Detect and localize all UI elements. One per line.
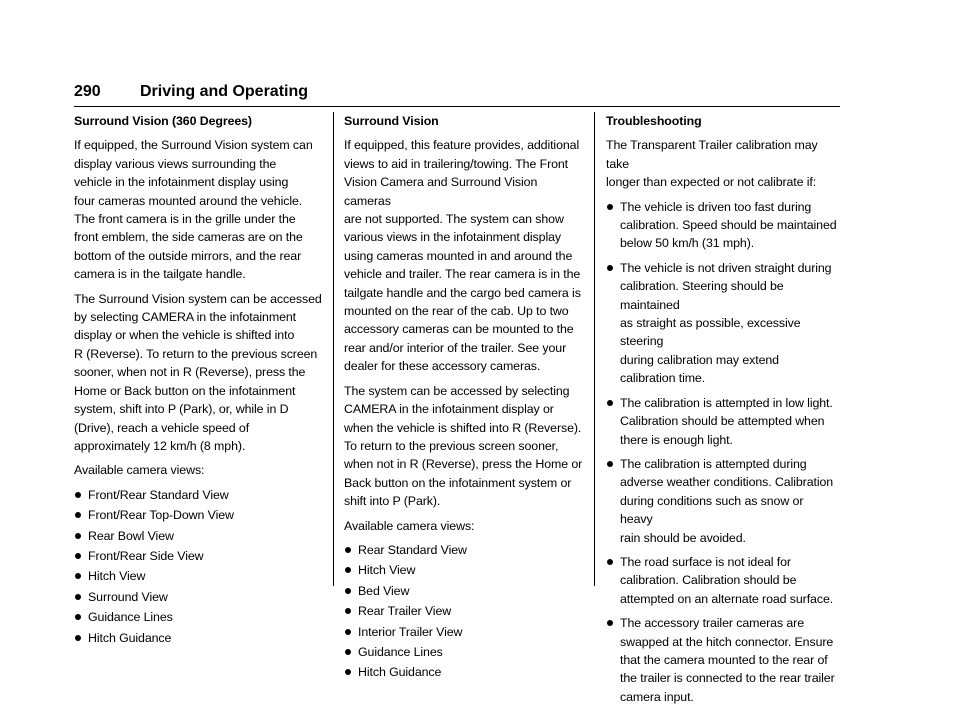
section-heading: Surround Vision <box>344 114 439 128</box>
page-header <box>74 82 840 107</box>
bullet-icon <box>345 669 351 675</box>
bullet-icon <box>345 547 351 553</box>
list-item: The accessory trailer cameras are swapped at the hitch connector. Ensure that the camera mounted to the rear of the trailer is connected to the rear trailer camera input. <box>606 614 838 706</box>
list-item: The vehicle is not driven straight during calibration. Steering should be maintained as straight as possible, excessive steering during calibration may extend calibration time. <box>606 259 838 388</box>
paragraph: If equipped, the Surround Vision system can display various views surrounding the vehicle in the infotainment display using four cameras mounted around the vehicle. The front camera is in the grille under the front emblem, the side cameras are on the bottom of the outside mirrors, and the rear camera is in the tailgate handle. <box>74 138 313 282</box>
list-item: Front/Rear Standard View <box>74 486 324 504</box>
bullet-icon <box>345 649 351 655</box>
bullet-icon <box>345 608 351 614</box>
paragraph: The system can be accessed by selecting CAMERA in the infotainment display or when the vehicle is shifted into R (Reverse). To return to the previous screen sooner, when not in R (Reverse), press the Home or Back button on the infotainment system or shift into P (Park). <box>344 383 583 509</box>
bullet-icon <box>75 512 81 518</box>
column-divider <box>594 112 595 586</box>
list-item: Front/Rear Top-Down View <box>74 506 324 524</box>
bullet-icon <box>75 553 81 559</box>
list-item: The calibration is attempted during adverse weather conditions. Calibration during conditions such as snow or heavy rain should be avoided. <box>606 455 838 547</box>
list-item: Guidance Lines <box>74 608 324 626</box>
column-troubleshooting <box>606 112 838 712</box>
paragraph: The Surround Vision system can be accessed by selecting CAMERA in the infotainment display or when the vehicle is shifted into R (Reverse). To return to the previous screen sooner, when not in R (Reverse), press the Home or Back button on the infotainment system, shift into P (Park), or, while in D (Drive), reach a vehicle speed of approximately 12 km/h (8 mph). <box>74 291 322 453</box>
camera-views-list <box>344 541 584 682</box>
bullet-icon <box>607 204 613 210</box>
bullet-icon <box>75 614 81 620</box>
bullet-icon <box>75 635 81 641</box>
list-item: Rear Bowl View <box>74 527 324 545</box>
bullet-icon <box>607 265 613 271</box>
paragraph: If equipped, this feature provides, additional views to aid in trailering/towing. The Front Vision Camera and Surround Vision cameras are not supported. The system can show various views in the infotainment display using cameras mounted in and around the vehicle and trailer. The rear camera is in the tailgate handle and the cargo bed camera is mounted on the rear of the cab. Up to two accessory cameras can be mounted to the rear and/or interior of the trailer. See your dealer for these accessory cameras. <box>344 138 581 374</box>
paragraph: Available camera views: <box>344 518 475 533</box>
list-item: Rear Standard View <box>344 541 584 559</box>
list-item: Hitch Guidance <box>74 629 324 647</box>
page-number: 290 <box>74 83 101 100</box>
bullet-icon <box>345 629 351 635</box>
list-item: The calibration is attempted in low light. Calibration should be attempted when there is enough light. <box>606 394 838 449</box>
list-item: Hitch Guidance <box>344 663 584 681</box>
list-item: Guidance Lines <box>344 643 584 661</box>
list-item: The road surface is not ideal for calibration. Calibration should be attempted on an alternate road surface. <box>606 553 838 608</box>
column-surround-vision <box>344 112 584 684</box>
list-item: Hitch View <box>344 561 584 579</box>
bullet-icon <box>345 588 351 594</box>
section-title: Driving and Operating <box>140 83 309 100</box>
bullet-icon <box>75 533 81 539</box>
bullet-icon <box>607 400 613 406</box>
paragraph: The Transparent Trailer calibration may take longer than expected or not calibrate if: <box>606 138 818 190</box>
list-item: Surround View <box>74 588 324 606</box>
bullet-icon <box>75 573 81 579</box>
bullet-icon <box>345 567 351 573</box>
bullet-icon <box>607 559 613 565</box>
column-divider <box>333 112 334 586</box>
column-surround-vision-360 <box>74 112 324 649</box>
section-heading: Surround Vision (360 Degrees) <box>74 114 252 128</box>
camera-views-list <box>74 486 324 647</box>
bullet-icon <box>607 461 613 467</box>
list-item: Front/Rear Side View <box>74 547 324 565</box>
troubleshooting-list <box>606 198 838 707</box>
list-item: Hitch View <box>74 567 324 585</box>
list-item: The vehicle is driven too fast during calibration. Speed should be maintained below 50 km/h (31 mph). <box>606 198 838 253</box>
list-item: Interior Trailer View <box>344 623 584 641</box>
bullet-icon <box>607 620 613 626</box>
list-item: Bed View <box>344 582 584 600</box>
section-heading: Troubleshooting <box>606 114 702 128</box>
bullet-icon <box>75 492 81 498</box>
paragraph: Available camera views: <box>74 463 205 478</box>
bullet-icon <box>75 594 81 600</box>
list-item: Rear Trailer View <box>344 602 584 620</box>
